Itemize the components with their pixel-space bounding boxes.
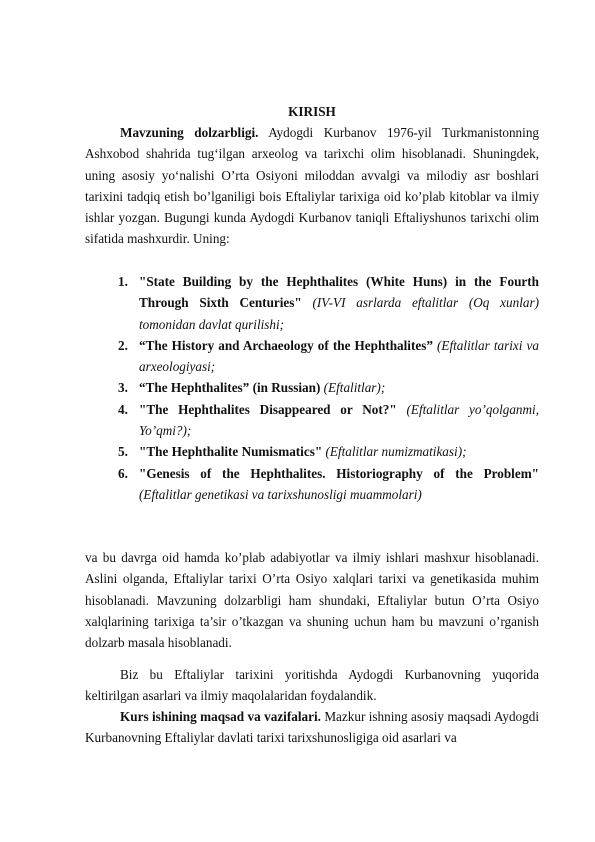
paragraph-text: Mazkur ishning asosiy maqsadi Aydogdi Kurbanovning Eftaliylar davlati tarixi tarixshunosligiga oid asarlari va [85,709,539,746]
list-item [85,463,539,506]
list-number: 5. [118,444,128,460]
work-title: "The Hephthalite Numismatics" [139,444,323,460]
work-title: "State Building by the Hephthalites (White Huns) in the Fourth Through Sixth Centuries" [139,274,539,311]
work-title: "Genesis of the Hephthalites. Historiography of the Problem" [139,465,539,481]
list-item [85,399,539,442]
paragraph-sources: Biz bu Eftaliylar tarixini yoritishda Aydogdi Kurbanovning yuqorida keltirilgan asarlari va ilmiy maqolalaridan foydalandik. [85,667,539,704]
paragraph-lead: Mavzuning dolzarbligi. [120,125,259,140]
work-translation: (IV-VI asrlarda eftalitlar (Oq xunlar) tomonidan davlat qurilishi; [139,295,539,332]
paragraph-relevance [85,122,539,250]
list-number: 1. [118,274,128,289]
work-translation: (Eftalitlar); [320,380,386,396]
paragraph-text: Aydogdi Kurbanov 1976-yil Turkmanistonning Ashxobod shahrida tug‘ilgan arxeolog va tarixchi olim hisoblanadi. Shuningdek, uning asosiy yo‘nalishi O’rta Osiyoni miloddan avvalgi va milodiy asr boshlari tarixini tadqiq etish bo’lganiligi bois Eftaliylar tarixiga oid ko’plab kitoblar va ilmiy ishlar yozgan. Bugungi kunda Aydogdi Kurbanov taniqli Eftaliyshunos tarixchi olim sifatida mashxurdir. Uning: [85,125,540,247]
paragraph-aims [85,706,539,749]
works-list [85,271,539,505]
work-title: “The History and Archaeology of the Hephthalites” [139,337,433,353]
work-title: “The Hephthalites” (in Russian) [139,380,321,396]
work-title: "The Hephthalites Disappeared or Not?" [139,401,397,417]
work-translation: (Eftalitlar yo’qolganmi, Yo’qmi?); [139,401,539,439]
list-item [85,335,539,378]
work-translation: (Eftalitlar numizmatikasi); [322,444,467,460]
work-translation: (Eftalitlar tarixi va arxeologiyasi; [139,337,539,375]
section-title: KIRISH [288,104,336,119]
list-item [85,377,539,398]
work-translation: (Eftalitlar genetikasi va tarixshunosligi muammolari) [139,486,422,502]
list-number: 3. [118,380,128,396]
list-item [85,441,539,462]
list-number: 2. [118,337,128,353]
paragraph-significance: va bu davrga oid hamda ko’plab adabiyotlar va ilmiy ishlari mashxur hisoblanadi. Aslini olganda, Eftaliylar tarixi O’rta Osiyo xalqlari tarixi va genetikasida muhim hisoblanadi. Mavzuning dolzarbligi ham shundaki, Eftaliylar butun O’rta Osiyo xalqlarining tarixiga ta’sir o’tkazgan va shuning uchun ham bu mavzuni o’rganish dolzarb masala hisoblanadi. [85,550,539,651]
list-number: 4. [118,401,128,417]
paragraph-lead: Kurs ishining maqsad va vazifalari. [120,709,321,724]
list-item [85,271,539,335]
list-number: 6. [118,465,128,481]
